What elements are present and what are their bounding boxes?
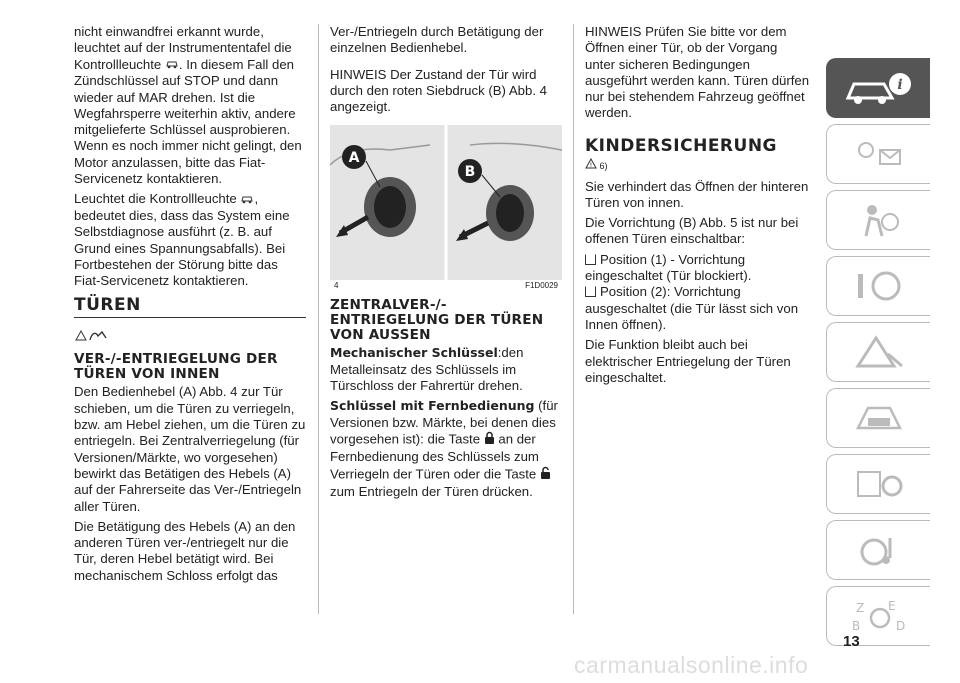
tab-airbag[interactable] bbox=[826, 190, 930, 250]
paragraph: Schlüssel mit Fernbedienung (für Versionen bzw. Märkte, bei denen dies vorgesehen ist): die Taste an der Fernbedienung des Schlüssels zum Verriegeln der Türen oder die Taste zum Entriegeln der Türen drücken. bbox=[330, 398, 558, 499]
figure-label-a: A bbox=[348, 150, 360, 167]
svg-text:E: E bbox=[887, 599, 896, 613]
figure-label-b: B bbox=[464, 164, 476, 181]
paragraph: Die Betätigung des Hebels (A) an den anderen Türen ver-/entriegelt nur die Tür, deren Hebel betätigt wird. Bei mechanischem Schloss erfolgt das bbox=[74, 518, 296, 583]
bullet-icon bbox=[585, 254, 596, 265]
tab-multimedia[interactable] bbox=[826, 520, 930, 580]
subheading: VER-/-ENTRIEGELUNG DER TÜREN VON INNEN bbox=[74, 351, 278, 383]
emergency-icon bbox=[844, 398, 914, 438]
paragraph: Den Bedienhebel (A) Abb. 4 zur Tür schieben, um die Türen zu verriegeln, bzw. am Hebel ziehen, um die Türen zu entriegeln. Bei Zentralverriegelung (für Versionen/Märkte, wo vorgesehen) bewirkt das Betätigen des Hebels (A) auf der Fahrerseite das Ver-/Entriegeln aller Türen. bbox=[74, 384, 306, 514]
chapter-tabs bbox=[826, 58, 930, 652]
figure-code: F1D0029 bbox=[525, 281, 558, 291]
tab-service[interactable] bbox=[826, 454, 930, 514]
column-1 bbox=[74, 24, 306, 588]
bullet-item: Position (1) - Vorrichtung eingeschaltet (Tür blockiert). bbox=[585, 251, 752, 284]
watermark: carmanualsonline.info bbox=[574, 652, 809, 678]
bullet-item: Position (2): Vorrichtung ausgeschaltet (die Tür lässt sich von Innen öffnen). bbox=[585, 284, 799, 332]
multimedia-icon bbox=[844, 530, 914, 570]
warning-triangle-icon bbox=[585, 158, 597, 174]
tab-emergency[interactable] bbox=[826, 388, 930, 448]
tab-warning[interactable] bbox=[826, 322, 930, 382]
column-divider bbox=[573, 24, 574, 614]
lights-icon bbox=[844, 134, 914, 174]
paragraph: nicht einwandfrei erkannt wurde, leuchtet auf der Instrumententafel die Kontrollleuchte . In diesem Fall den Zündschlüssel auf STOP und dann wieder auf MAR drehen. Ist die Wegfahrsperre weiterhin aktiv, andere mitgelieferte Schlüssel ausprobieren. Wenn es noch immer nicht gelingt, den Motor anzulassen, bitte das Fiat-Servicenetz kontaktieren. bbox=[74, 24, 302, 187]
bullet-icon bbox=[585, 286, 596, 297]
figure-number: 4 bbox=[334, 281, 339, 291]
airbag-icon bbox=[844, 200, 914, 240]
paragraph: Ver-/Entriegeln durch Betätigung der einzelnen Bedienhebel. bbox=[330, 24, 544, 56]
tab-car-info[interactable] bbox=[826, 58, 930, 118]
warning-hands-icon bbox=[74, 324, 306, 346]
paragraph: Die Vorrichtung (B) Abb. 5 ist nur bei offenen Türen einschaltbar: bbox=[585, 215, 799, 247]
immobilizer-warning-icon bbox=[240, 192, 254, 208]
section-heading: TÜREN bbox=[74, 295, 141, 316]
immobilizer-warning-icon bbox=[165, 57, 179, 73]
paragraph: Die Funktion bleibt auch bei elektrischer Entriegelung der Türen eingeschaltet. bbox=[585, 337, 791, 385]
svg-text:Z: Z bbox=[855, 601, 864, 615]
svg-text:D: D bbox=[895, 619, 905, 633]
svg-text:B: B bbox=[851, 619, 860, 633]
note-paragraph: HINWEIS Prüfen Sie bitte vor dem Öffnen einer Tür, ob der Vorgang unter sicheren Bedingungen ausgeführt werden kann. Türen dürfen nur bei stehendem Fahrzeug geöffnet werden. bbox=[585, 24, 810, 121]
subheading: ZENTRALVER-/-ENTRIEGELUNG DER TÜREN VON AUSSEN bbox=[330, 297, 544, 344]
unlock-icon bbox=[540, 466, 551, 484]
start-drive-icon bbox=[844, 266, 914, 306]
index-icon bbox=[844, 596, 914, 636]
paragraph: Leuchtet die Kontrollleuchte , bedeutet dies, dass das System eine Selbstdiagnose ausführt (z. B. auf Grund eines Spannungsabfalls). Bei Fortbestehen der Störung bitte das Fiat-Servicenetz kontaktieren. bbox=[74, 191, 290, 289]
lock-icon bbox=[484, 431, 495, 449]
column-3 bbox=[585, 24, 810, 390]
warning-reference: ! 6) bbox=[585, 158, 810, 175]
column-2 bbox=[330, 24, 562, 504]
heading-rule bbox=[74, 317, 306, 318]
section-heading: KINDERSICHERUNG bbox=[585, 135, 778, 156]
service-icon bbox=[844, 464, 914, 504]
car-info-icon bbox=[844, 68, 914, 108]
tab-index[interactable] bbox=[826, 586, 930, 646]
warning-icon bbox=[844, 332, 914, 372]
door-lever-figure bbox=[330, 125, 562, 291]
column-divider bbox=[318, 24, 319, 614]
svg-text:!: ! bbox=[589, 162, 593, 170]
note-paragraph: HINWEIS Der Zustand der Tür wird durch den roten Siebdruck (B) Abb. 4 angezeigt. bbox=[330, 66, 547, 115]
paragraph: Mechanischer Schlüssel:den Metalleinsatz des Schlüssels im Türschloss der Fahrertür drehen. bbox=[330, 345, 524, 394]
page-number: 13 bbox=[843, 633, 860, 650]
tab-lights[interactable] bbox=[826, 124, 930, 184]
tab-start-drive[interactable] bbox=[826, 256, 930, 316]
paragraph: Sie verhindert das Öffnen der hinteren Türen von innen. bbox=[585, 178, 809, 210]
svg-text:i: i bbox=[896, 77, 903, 93]
